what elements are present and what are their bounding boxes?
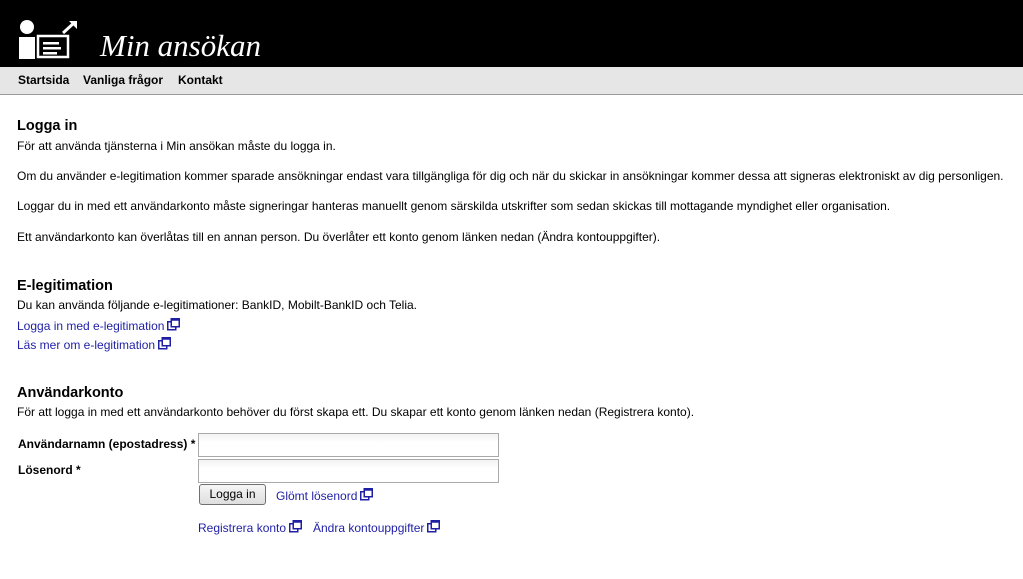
change-account-details-link-label: Ändra kontouppgifter [313, 521, 425, 535]
register-account-link-label: Registrera konto [198, 521, 287, 535]
login-account-info-text: Loggar du in med ett användarkonto måste signeringar hanteras manuellt genom särskilda utskrifter som sedan skickas till mottagande myndighet eller organisation. [17, 199, 891, 213]
username-input[interactable] [198, 433, 499, 457]
forgot-password-link-label: Glömt lösenord [276, 489, 358, 503]
person-document-icon [17, 19, 81, 59]
external-window-icon [427, 520, 440, 533]
change-account-details-link[interactable] [313, 520, 440, 536]
login-heading: Logga in [17, 118, 78, 134]
nav-startsida[interactable]: Startsida [18, 73, 70, 87]
username-label: Användarnamn (epostadress) * [18, 437, 196, 451]
eid-read-more-link-label: Läs mer om e-legitimation [17, 338, 156, 352]
eid-text: Du kan använda följande e-legitimationer: BankID, Mobilt-BankID och Telia. [17, 298, 417, 312]
account-text: För att logga in med ett användarkonto behöver du först skapa ett. Du skapar ett konto genom länken nedan (Registrera konto). [17, 405, 695, 419]
eid-login-link[interactable] [17, 318, 180, 334]
login-intro-text: För att använda tjänsterna i Min ansökan måste du logga in. [17, 139, 336, 153]
eid-heading: E-legitimation [17, 278, 113, 294]
external-window-icon [360, 488, 373, 501]
password-input[interactable] [198, 459, 499, 483]
nav-kontakt[interactable]: Kontakt [178, 73, 223, 87]
main-nav [0, 67, 1023, 95]
password-label: Lösenord * [18, 463, 81, 477]
login-transfer-info-text: Ett användarkonto kan överlåtas till en annan person. Du överlåter ett konto genom länken nedan (Ändra kontouppgifter). [17, 230, 661, 244]
external-window-icon [158, 337, 171, 350]
site-title: Min ansökan [100, 28, 262, 63]
external-window-icon [289, 520, 302, 533]
nav-vanliga-fragor[interactable]: Vanliga frågor [83, 73, 164, 87]
login-button[interactable]: Logga in [199, 484, 266, 505]
site-header [0, 0, 1023, 67]
eid-login-link-label: Logga in med e-legitimation [17, 319, 165, 333]
account-heading: Användarkonto [17, 385, 124, 401]
forgot-password-link[interactable] [276, 488, 373, 504]
eid-read-more-link[interactable] [17, 337, 171, 353]
external-window-icon [167, 318, 180, 331]
register-account-link[interactable] [198, 520, 302, 536]
login-eid-info-text: Om du använder e-legitimation kommer sparade ansökningar endast vara tillgängliga för dig och när du skickar in ansökningar kommer dessa att signeras elektroniskt av dig personligen. [17, 169, 1004, 183]
